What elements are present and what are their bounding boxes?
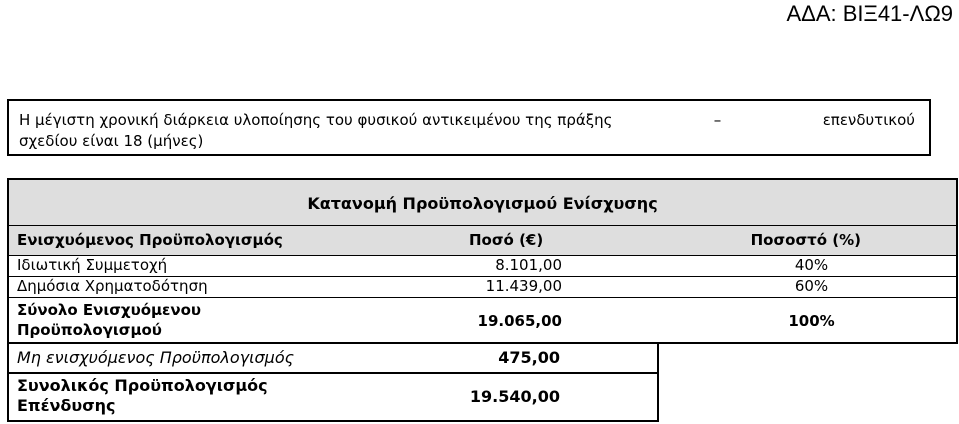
row-percent: 40% xyxy=(794,256,829,274)
table-row-private xyxy=(7,256,958,277)
duration-note-line1-left: Η μέγιστη χρονική διάρκεια υλοποίησης του φυσικού αντικειμένου της πράξης xyxy=(19,111,613,129)
total-label-line1: Σύνολο Ενισχυόμενου xyxy=(17,301,202,319)
column-header-percent: Ποσοστό (%) xyxy=(750,231,861,249)
column-header-amount: Ποσό (€) xyxy=(469,231,544,249)
budget-table-title: Κατανομή Προϋπολογισμού Ενίσχυσης xyxy=(7,178,958,226)
duration-note-box xyxy=(7,99,931,156)
table-row-public xyxy=(7,277,958,298)
duration-note-line2: σχεδίου είναι 18 (μήνες) xyxy=(19,132,204,150)
row-label: Ιδιωτική Συμμετοχή xyxy=(17,256,168,274)
total-label-line2: Προϋπολογισμού xyxy=(17,321,162,339)
row-amount: 11.439,00 xyxy=(485,277,562,295)
non-subsidized-row xyxy=(7,344,659,374)
total-percent: 100% xyxy=(788,312,835,330)
table-row-total xyxy=(7,298,958,344)
grand-total-amount: 19.540,00 xyxy=(469,387,560,406)
total-amount: 19.065,00 xyxy=(477,312,562,330)
duration-note-line1-right: επενδυτικού xyxy=(822,111,915,129)
non-subsidized-amount: 475,00 xyxy=(498,348,560,367)
non-subsidized-label: Μη ενισχυόμενος Προϋπολογισμός xyxy=(17,348,295,367)
row-percent: 60% xyxy=(794,277,829,295)
grand-total-label-line1: Συνολικός Προϋπολογισμός xyxy=(17,376,268,395)
column-header-label: Ενισχυόμενος Προϋπολογισμός xyxy=(17,231,283,249)
duration-note-line1 xyxy=(19,110,929,131)
row-amount: 8.101,00 xyxy=(495,256,562,274)
ada-code: ΑΔΑ: ΒΙΞ41-ΛΩ9 xyxy=(786,1,953,26)
row-label: Δημόσια Χρηματοδότηση xyxy=(17,277,208,295)
duration-note-line1-dash: – xyxy=(713,111,722,129)
grand-total-row xyxy=(7,374,659,422)
grand-total-label-line2: Επένδυσης xyxy=(17,396,116,415)
budget-table-header xyxy=(7,226,958,256)
